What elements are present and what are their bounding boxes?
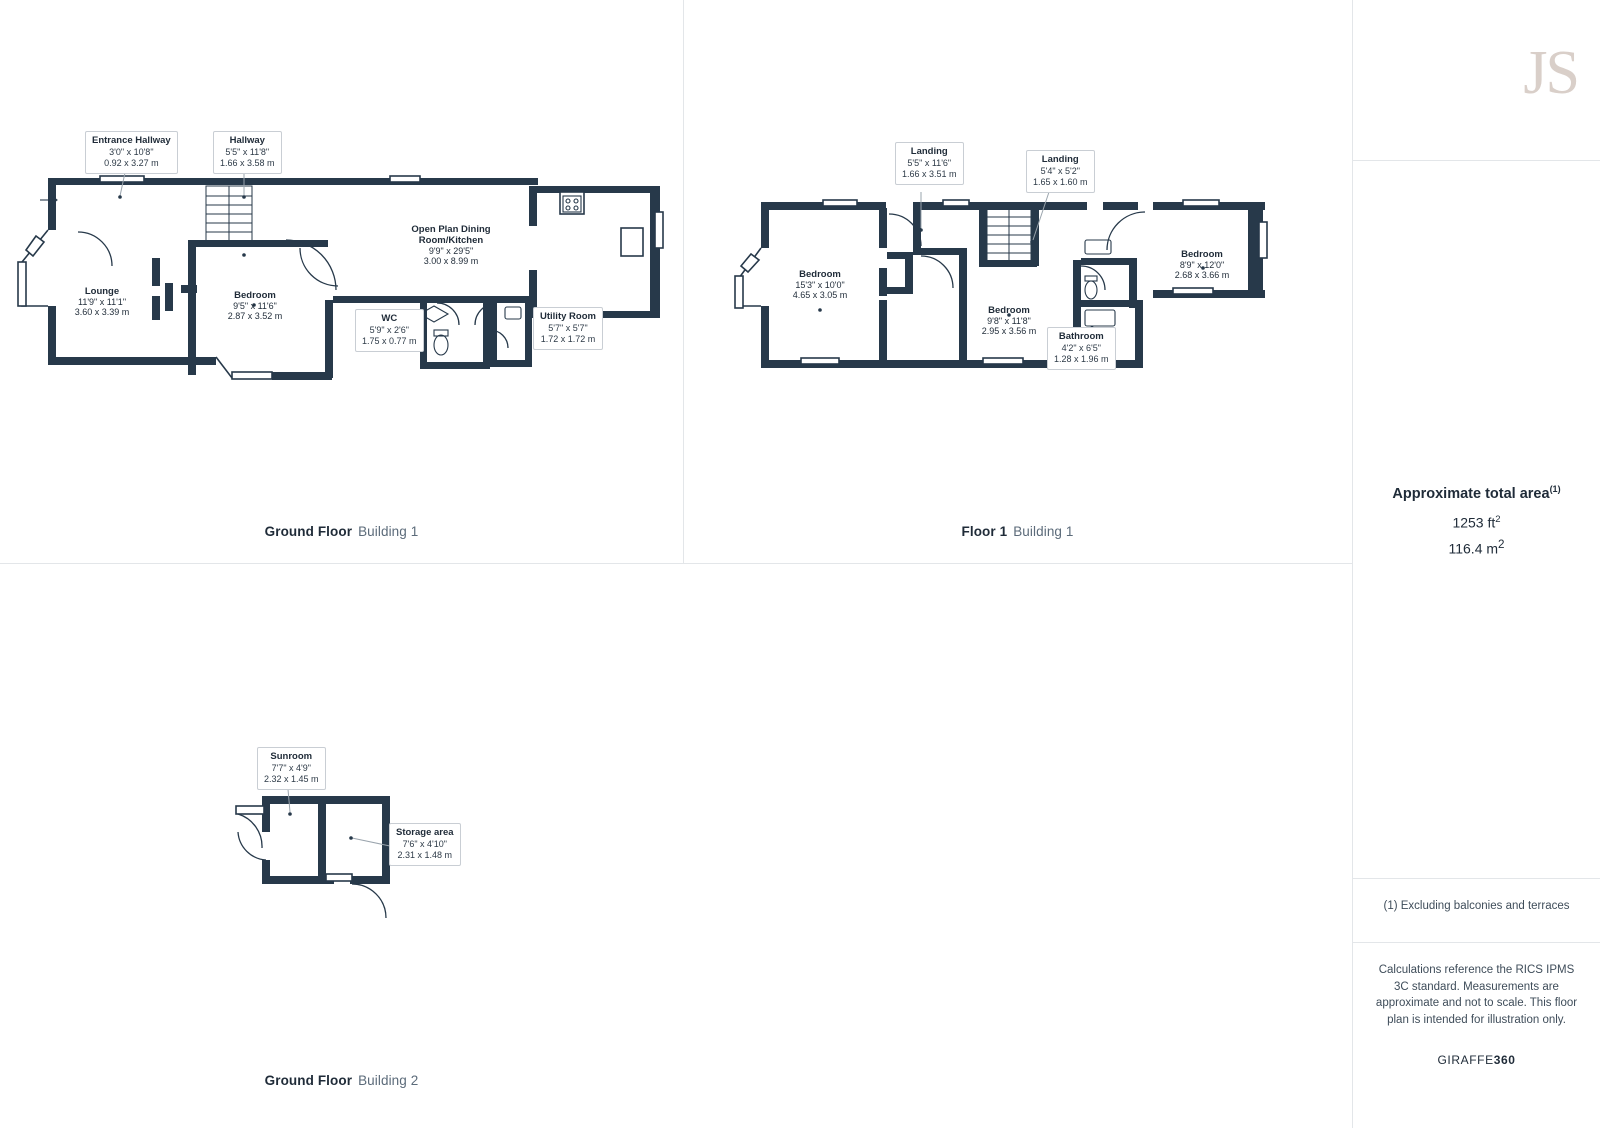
total-area-sqm: 116.4 $m^2$ — [1448, 538, 1505, 558]
room-label-utility-room: Utility Room 5'7" x 5'7" 1.72 x 1.72 m — [533, 307, 603, 350]
room-label-sunroom: Sunroom 7'7" x 4'9" 2.32 x 1.45 m — [257, 747, 326, 790]
room-label-wc: WC 5'9" x 2'6" 1.75 x 0.77 m — [355, 309, 424, 352]
room-label-landing-2: Landing 5'4" x 5'2" 1.65 x 1.60 m — [1026, 150, 1095, 193]
sidebar-separator-2 — [1353, 878, 1600, 879]
giraffe360-brand: GIRAFFE360 — [1437, 1053, 1516, 1067]
room-label-open-plan-dining-kitchen: Open Plan Dining Room/Kitchen 9'9" x 29'5" 3.00 x 8.99 m — [411, 224, 491, 266]
room-label-bedroom-ground: Bedroom 9'5" x 11'6" 2.87 x 3.52 m — [227, 290, 283, 321]
room-label-landing-1: Landing 5'5" x 11'6" 1.66 x 3.51 m — [895, 142, 964, 185]
room-label-bedroom-right: Bedroom 8'9" x 12'0" 2.68 x 3.66 m — [1174, 249, 1230, 280]
room-label-lounge: Lounge 11'9" x 11'1" 3.60 x 3.39 m — [74, 286, 130, 317]
sidebar-separator-1 — [1353, 160, 1600, 161]
info-sidebar — [1352, 0, 1600, 1128]
panel-ground-floor-building-2 — [0, 564, 683, 1128]
total-area-block — [1353, 484, 1600, 557]
disclaimer-text: Calculations reference the RICS IPMS 3C standard. Measurements are approximate and not to scale. This floor plan is intended for illustration only. — [1375, 964, 1578, 1027]
panel-floor-1-building-1 — [683, 0, 1352, 563]
panel-caption-floor-1-building-1: Floor 1 Building 1 — [961, 524, 1074, 539]
logo-area — [1353, 0, 1600, 160]
room-label-storage-area: Storage area 7'6" x 4'10" 2.31 x 1.48 m — [389, 823, 461, 866]
room-label-hallway: Hallway 5'5" x 11'8" 1.66 x 3.58 m — [213, 131, 282, 174]
room-label-bedroom-left: Bedroom 15'3" x 10'0" 4.65 x 3.05 m — [792, 269, 848, 300]
ground-floor-2-drawing — [0, 564, 683, 1034]
room-label-bathroom: Bathroom 4'2" x 6'5" 1.28 x 1.96 m — [1047, 327, 1116, 370]
room-label-entrance-hallway: Entrance Hallway 3'0" x 10'8" 0.92 x 3.27 m — [85, 131, 178, 174]
js-logo: JS — [1523, 39, 1578, 107]
sidebar-separator-3 — [1353, 942, 1600, 943]
ground-floor-1-drawing — [0, 0, 683, 480]
floor-1-drawing — [683, 0, 1352, 480]
panel-caption-ground-floor-building-1: Ground Floor Building 1 — [264, 524, 419, 539]
area-footnote: (1) Excluding balconies and terraces — [1383, 900, 1570, 912]
room-label-bedroom-middle: Bedroom 9'8" x 11'8" 2.95 x 3.56 m — [981, 305, 1037, 336]
panel-ground-floor-building-1 — [0, 0, 683, 563]
total-area-title: Approximate total area$^{(1)}$ — [1392, 484, 1561, 502]
total-area-sqft: 1253 $ft^2$ — [1452, 513, 1501, 531]
panel-caption-ground-floor-building-2: Ground Floor Building 2 — [264, 1073, 419, 1088]
